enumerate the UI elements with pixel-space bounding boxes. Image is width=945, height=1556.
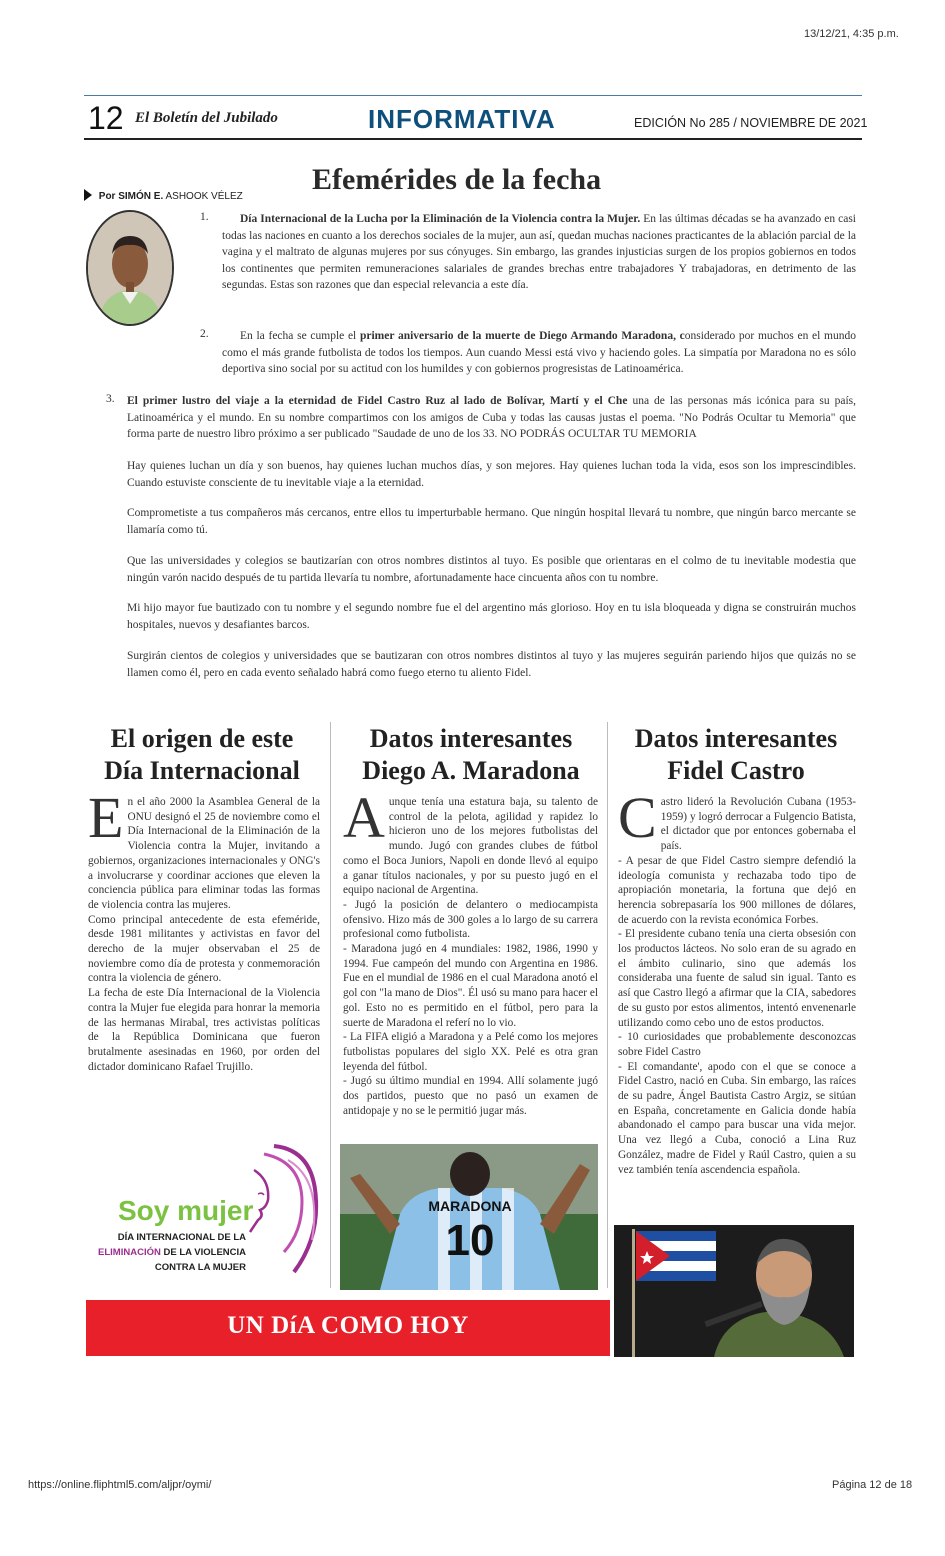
col3-bullet: - El presidente cubano tenía una cierta obsesión con los productos lácteos. No solo eran de su agrado en el ámbito culinario, sino que además los consideraba una fuente de salud sin igual. Tanto es así que Castro llegó a afirmar que la CIA, sabedores de su gusto por estos alimentos, intentó envenenarle utilizando como cebo uno de estos productos. [618, 928, 856, 1029]
item3-text: una de las personas más icónica para su país, Latinoamérica y el mundo. En su nombre compartimos con los amigos de Cuba y todas las causas justas el poema. "No Podrás Ocultar tu Memoria" que forma parte de nuestro libro próximo a ser publicado "Saudade de uno de los 33. NO PODRÁS OCULTAR TU MEMORIA [127, 395, 856, 441]
un-dia-como-hoy-banner [86, 1300, 610, 1356]
logo-line3: CONTRA LA MUJER [154, 1262, 246, 1273]
item2-number: 2. [200, 328, 209, 340]
jersey-number: 10 [445, 1216, 495, 1265]
edition-info: EDICIÓN No 285 / NOVIEMBRE DE 2021 [634, 116, 868, 130]
item3-number: 3. [106, 393, 115, 405]
item1-text: En las últimas décadas se ha avanzado en casi todas las naciones en cuanto a los derechos sociales de la mujer, aun así, quedan muchas naciones practicantes de la ablación parcial de la vagina y el maltrato de algunas mujeres por sus cónyuges. Sin embargo, las grandes injusticias surgen de los propios gobiernos en todos los continentes que permiten remuneraciones salariales de grandes brechas entre trabajadores Y trabajadoras, en detrimento de las segundas. Estas son razones que dan especial relevancia a este día. [222, 213, 856, 292]
col2-body [343, 785, 598, 1118]
page-indicator: Página 12 de 18 [832, 1479, 913, 1491]
col3-bullet: - 10 curiosidades que probablemente desconozcas sobre Fidel Castro [618, 1031, 856, 1058]
col2-text: unque tenía una estatura baja, su talento de control de la pelota, agilidad y rapidez lo hicieron uno de los mejores futbolistas del mundo. Jugó con grandes clubes de fútbol como el Boca Juniors, Napoli en donde llevó al equipo a ganar títulos nacionales, y por su puesto jugó en el equipo nacional de Argentina. [343, 796, 598, 897]
poem-paragraph: Que las universidades y colegios se bautizarían con otros nombres distintos al tuyo. Es posible que orientaras en el colmo de tu inevitable modestia que ningún varón nacido después de tu partida llevaría tu nombre, afortunadamente hace cincuenta años con tu nombre. [127, 555, 856, 584]
col1-text: n el año 2000 la Asamblea General de la ONU designó el 25 de noviembre como el Día Internacional de la Eliminación de la Violencia contra la Mujer, invitando a gobiernos, organizaciones internacionales y ONG's a involucrarse y coordinar acciones que eleven la conciencia pública para eliminar todas las formas de violencia contra las mujeres. [88, 796, 320, 911]
col3-body [618, 785, 856, 1177]
col1-dropcap: E [88, 785, 124, 850]
item2-pre: En la fecha se cumple el [240, 330, 357, 342]
banner-text: UN DíA COMO HOY [227, 1312, 469, 1339]
col1-para3: La fecha de este Día Internacional de la Violencia contra la Mujer fue elegida para honrar la memoria de las hermanas Mirabal, tres activistas políticas de la República Dominicana que fueron brutalmente asesinadas en 1960, por orden del dictador dominicano Rafael Trujillo. [88, 987, 320, 1073]
col1-para2: Como principal antecedente de esta efeméride, desde 1981 militantes y activistas en favor del derecho de la mujer observaban el 25 de noviembre como día de protesta y conmemoración contra la violencia de género. [88, 913, 320, 985]
col3-bullet: - El comandante', apodo con el que se conoce a Fidel Castro, nació en Cuba. Sin embargo, las raíces de su padre, Ángel Bautista Castro Argiz, se sitúan en España, concretamente en Galicia donde había abandonado el campo para buscar una vida mejor. Una vez llegó a Cuba, conoció a Lina Ruz González, madre de Fidel y Raúl Castro, quien a su vez también tenía ascendencia española. [618, 1060, 856, 1176]
col3-bullet: - A pesar de que Fidel Castro siempre defendió la ideología comunista y rechazaba todo tipo de apropiación monetaria, la fortuna que dejó en herencia sobrepasaría los 900 millones de dólares, de acuerdo con la revista económica Forbes. [618, 854, 856, 926]
print-timestamp: 13/12/21, 4:35 p.m. [804, 28, 899, 40]
byline-arrow-icon [84, 189, 92, 201]
col3-dropcap: C [618, 785, 657, 850]
col3-title-line2: Fidel Castro [667, 756, 805, 785]
col3-title [616, 723, 856, 787]
item3-paragraph [127, 393, 856, 443]
logo-caption [96, 1230, 246, 1275]
col2-title [340, 723, 602, 787]
item2-text: onsiderado por muchos en el mundo como el más grande futbolista de todos los tiempos. Aun cuando Messi está vivo y haciendo goles. La simpatía por Maradona no es sólo deportiva sino social por su actitud con los humildes y con gobiernos progresistas de Latinoamérica. [222, 330, 856, 376]
item1-paragraph [222, 211, 856, 294]
page-number: 12 [88, 100, 124, 136]
col1-body [88, 785, 320, 1074]
item3-heading: El primer lustro del viaje a la eternidad de Fidel Castro Ruz al lado de Bolívar, Martí y el Che [127, 395, 628, 407]
col3-text: astro lideró la Revolución Cubana (1953-1959) y logró derrocar a Fulgencio Batista, el dictador que por entonces gobernaba el país. [660, 796, 856, 853]
col2-title-line2: Diego A. Maradona [362, 756, 580, 785]
header-bottom-rule [84, 138, 862, 140]
section-title: INFORMATIVA [368, 104, 556, 134]
logo-line2-rest: DE LA VIOLENCIA [163, 1247, 246, 1258]
article-title: Efemérides de la fecha [312, 163, 602, 196]
logo-line2 [96, 1245, 246, 1260]
paper-name: El Boletín del Jubilado [135, 110, 278, 126]
col1-para1 [88, 785, 320, 913]
col2-bullet: - Jugó su último mundial en 1994. Allí solamente jugó dos partidos, puesto que no pasó un examen de antidopaje y no se le permitió jugar más. [343, 1075, 598, 1117]
column-divider [330, 722, 331, 1288]
col2-bullet: - Jugó la posición de delantero o mediocampista ofensivo. Hizo más de 300 goles a lo largo de su carrera profesional como futbolista. [343, 898, 598, 941]
col1-title [86, 723, 318, 787]
col3-para1 [618, 785, 856, 854]
poem-paragraph: Hay quienes luchan un día y son buenos, hay quienes luchan muchos días, y son mejores. Hay quienes luchan toda la vida, esos son los imprescindibles. Cuando estuviste consciente de tu inevitable viaje a la eternidad. [127, 460, 856, 489]
col2-title-line1: Datos interesantes [369, 724, 573, 753]
logo-line2-red: ELIMINACIÓN [98, 1247, 161, 1258]
logo-line1: DÍA INTERNACIONAL DE LA [117, 1232, 246, 1243]
item2-heading: primer aniversario de la muerte de Diego Armando Maradona, c [359, 330, 685, 342]
col2-para1 [343, 785, 598, 898]
col2-bullet: - Maradona jugó en 4 mundiales: 1982, 1986, 1990 y 1994. Fue campeón del mundo con Argentina en 1986. Fue en el mundial de 1986 en el cual Maradona anotó el gol con "la mano de Dios". Él usó su mano para hacer el gol. Esto no es permitido en el fútbol, pero para la suerte de Maradona el referí no lo vio. [343, 943, 598, 1029]
author-portrait [86, 210, 174, 326]
maradona-photo [340, 1144, 598, 1290]
col1-title-line2: Día Internacional [104, 756, 300, 785]
byline [84, 189, 243, 202]
item1-number: 1. [200, 211, 209, 223]
item1-heading: Día Internacional de la Lucha por la Eliminación de la Violencia contra la Mujer. [240, 213, 641, 225]
item2-paragraph [222, 328, 856, 378]
poem-paragraph: Comprometiste a tus compañeros más cercanos, entre ellos tu imperturbable hermano. Que ningún hospital llevará tu nombre, que ningún barco mercante se llamaría como tú. [127, 507, 856, 536]
col1-title-line1: El origen de este [110, 724, 294, 753]
byline-prefix: Por [98, 191, 116, 202]
fidel-castro-photo [614, 1225, 854, 1357]
col2-bullet: - La FIFA eligió a Maradona y a Pelé como los mejores futbolistas populares del siglo XX. Pelé es otra gran leyenda del fútbol. [343, 1031, 598, 1073]
byline-name: SIMÓN E. [118, 191, 164, 202]
page-url[interactable]: https://online.fliphtml5.com/aljpr/oymi/ [28, 1479, 212, 1491]
jersey-name: MARADONA [428, 1198, 512, 1214]
header-top-rule [84, 95, 862, 96]
col3-title-line1: Datos interesantes [634, 724, 838, 753]
byline-rest: ASHOOK VÉLEZ [165, 191, 243, 202]
logo-soy-mujer: Soy mujer [118, 1195, 254, 1226]
poem-paragraph: Surgirán cientos de colegios y universidades que se bautizaran con otros nombres distintos al tuyo y las mujeres seguirán pariendo hijos que quizás no se llamen como él, pero en cada evento señalado habrá como fuego eterno tu aliento Fidel. [127, 650, 856, 679]
poem-paragraph: Mi hijo mayor fue bautizado con tu nombre y el segundo nombre fue el del argentino más glorioso. Hoy en tu isla bloqueada y digna se construirán muchos hospitales, nuevos y desafiantes barcos. [127, 602, 856, 631]
col2-dropcap: A [343, 785, 385, 850]
soy-mujer-logo [92, 1140, 326, 1285]
column-divider [607, 722, 608, 1288]
